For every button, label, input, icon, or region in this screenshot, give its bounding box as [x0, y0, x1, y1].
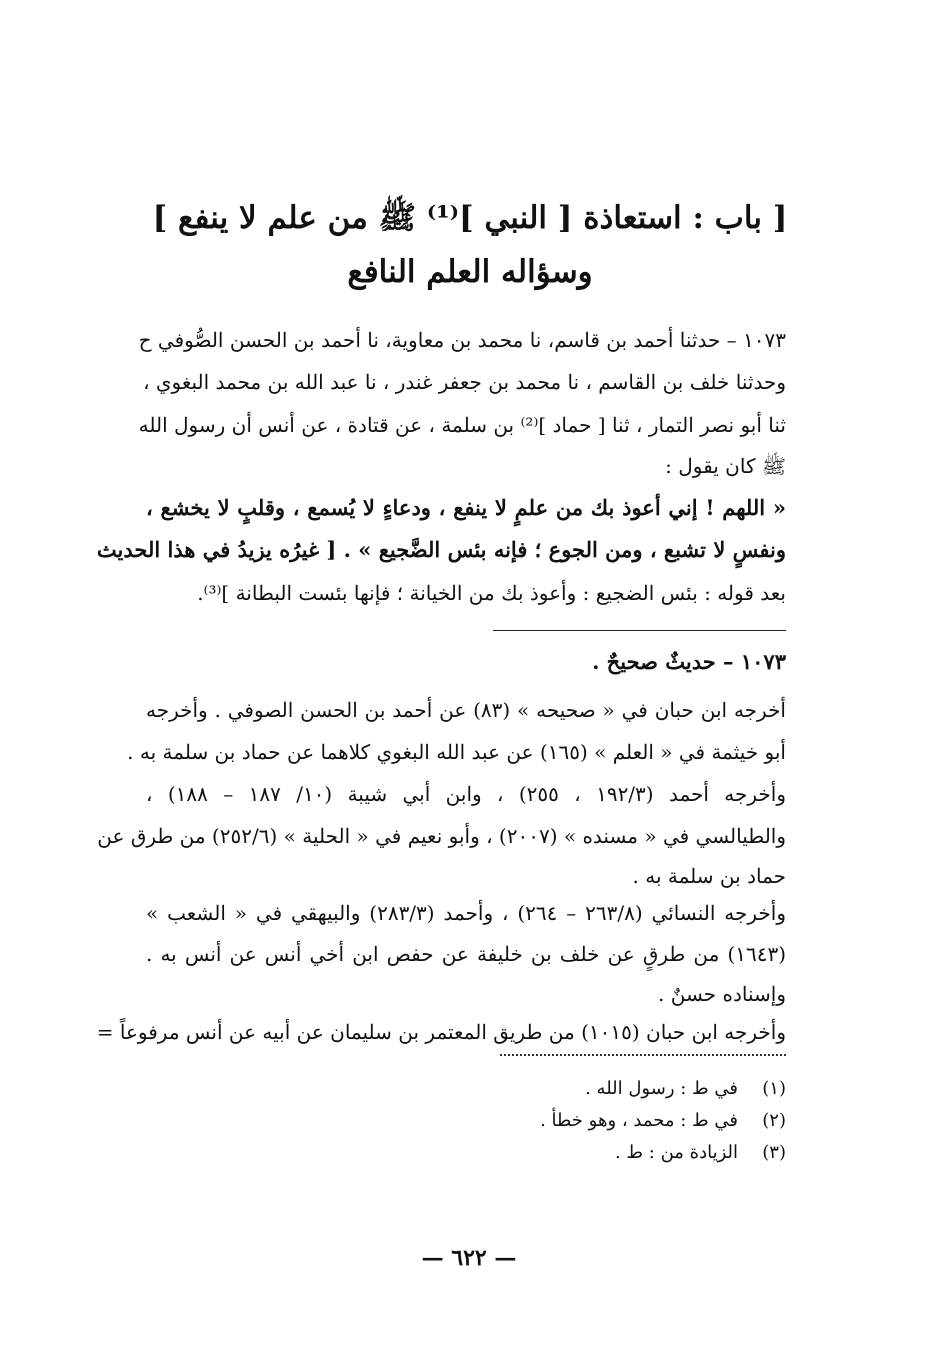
commentary-line-7: (١٦٤٣) من طرقٍ عن خلف بن خليفة عن حفص ابن أخي أنس عن أنس به . — [146, 942, 786, 966]
hadith-matn-line-3: بعد قوله : بئس الضجيع : وأعوذ بك من الخيانة ؛ فإنها بئست البطانة ]⁽³⁾. — [197, 581, 786, 605]
commentary-line-4: والطيالسي في « مسنده » (٢٠٠٧) ، وأبو نعيم في « الحلية » (٢٥٢/٦) من طرق عن — [97, 824, 786, 848]
hadith-matn-line-2: ونفسٍ لا تشبع ، ومن الجوع ؛ فإنه بئس الضَّجيع » . [ غيرُه يزيدُ في هذا الحديث — [96, 537, 786, 562]
footnote-mark: (٣) — [762, 1142, 786, 1163]
footnote-3 — [615, 1138, 786, 1168]
footnote-mark: (٢) — [762, 1110, 786, 1131]
footnote-text: في ط : محمد ، وهو خطأ . — [540, 1110, 738, 1131]
hadith-line-3: ثنا أبو نصر التمار ، ثنا [ حماد ]⁽²⁾ بن سلمة ، عن قتادة ، عن أنس أن رسول الله — [138, 413, 786, 437]
footnote-text: في ط : رسول الله . — [585, 1078, 738, 1099]
commentary-line-9: وأخرجه ابن حبان (١٠١٥) من طريق المعتمر بن سليمان عن أبيه عن أنس مرفوعاً = — [96, 1020, 786, 1044]
section-divider — [493, 630, 786, 631]
footnote-text: الزيادة من : ط . — [614, 1142, 738, 1163]
footnote-1 — [585, 1074, 786, 1104]
hadith-line-2: وحدثنا خلف بن القاسم ، نا محمد بن جعفر غندر ، نا عبد الله بن محمد البغوي ، — [143, 370, 786, 394]
commentary-line-1: أخرجه ابن حبان في « صحيحه » (٨٣) عن أحمد بن الحسن الصوفي . وأخرجه — [146, 698, 786, 722]
chapter-heading-line-2: وسؤاله العلم النافع — [347, 254, 593, 290]
footnote-mark: (١) — [762, 1078, 786, 1099]
commentary-heading: ١٠٧٣ – حديثٌ صحيحٌ . — [592, 649, 786, 674]
commentary-line-2: أبو خيثمة في « العلم » (١٦٥) عن عبد الله البغوي كلاهما عن حماد بن سلمة به . — [127, 740, 786, 764]
commentary-line-8: وإسناده حسنٌ . — [658, 982, 786, 1006]
chapter-heading-line-1: [ باب : استعاذة [ النبي ]⁽¹⁾ ﷺ من علم لا ينفع ] — [152, 200, 788, 236]
hadith-line-4: ﷺ كان يقول : — [665, 454, 786, 478]
footnote-separator — [500, 1054, 786, 1056]
commentary-line-6: وأخرجه النسائي (٢٦٣/٨ – ٢٦٤) ، وأحمد (٢٨٣/٣) والبيهقي في « الشعب » — [146, 901, 786, 925]
commentary-line-5: حماد بن سلمة به . — [632, 864, 786, 888]
page-number: — ٦٢٢ — — [421, 1245, 517, 1271]
commentary-line-3: وأخرجه أحمد (١٩٢/٣ ، ٢٥٥) ، وابن أبي شيبة (١٠/ ١٨٧ – ١٨٨) ، — [146, 782, 787, 806]
footnote-2 — [540, 1106, 786, 1136]
hadith-line-1: ١٠٧٣ – حدثنا أحمد بن قاسم، نا محمد بن معاوية، نا أحمد بن الحسن الصُّوفي ح — [138, 328, 786, 352]
hadith-matn-line-1: « اللهم ! إني أعوذ بك من علمٍ لا ينفع ، ودعاءٍ لا يُسمع ، وقلبٍ لا يخشع ، — [146, 495, 786, 520]
